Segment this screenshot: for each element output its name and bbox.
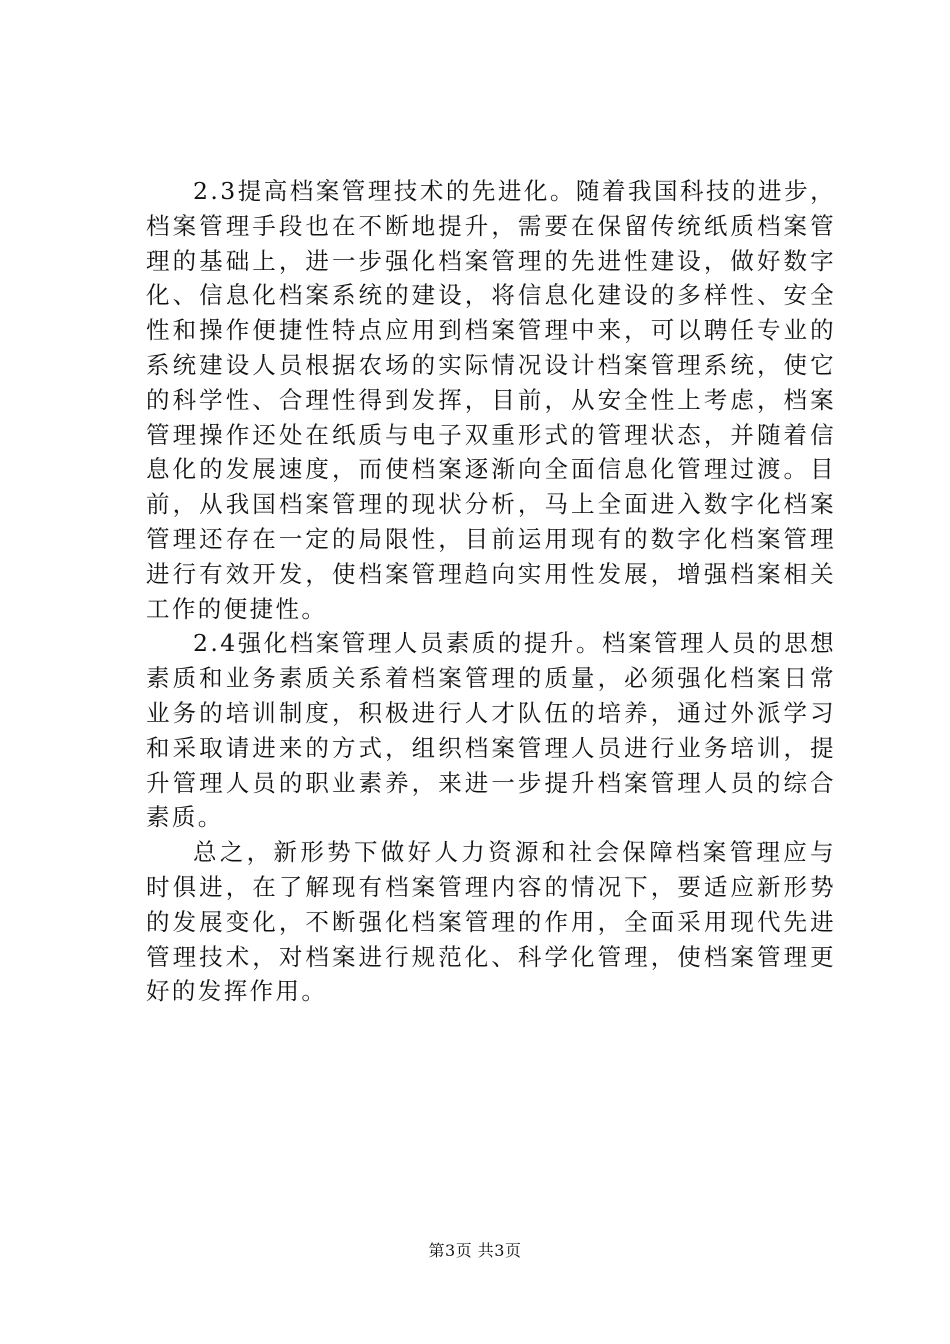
paragraph-conclusion: 总之，新形势下做好人力资源和社会保障档案管理应与时俱进，在了解现有档案管理内容的情况下，要适应新形势的发展变化，不断强化档案管理的作用，全面采用现代先进管理技术，对档案进行规范化、科学化管理，使档案管理更好的发挥作用。	[146, 838, 836, 1006]
page-number-footer: 第3页 共3页	[428, 1241, 522, 1260]
paragraph-2-4: 2.4强化档案管理人员素质的提升。档案管理人员的思想素质和业务素质关系着档案管理的质量，必须强化档案日常业务的培训制度，积极进行人才队伍的培养，通过外派学习和采取请进来的方式，组织档案管理人员进行业务培训，提升管理人员的职业素养，来进一步提升档案管理人员的综合素质。	[146, 629, 836, 832]
document-body	[146, 174, 836, 1009]
paragraph-2-3: 2.3提高档案管理技术的先进化。随着我国科技的进步，档案管理手段也在不断地提升，需要在保留传统纸质档案管理的基础上，进一步强化档案管理的先进性建设，做好数字化、信息化档案系统的建设，将信息化建设的多样性、安全性和操作便捷性特点应用到档案管理中来，可以聘任专业的系统建设人员根据农场的实际情况设计档案管理系统，使它的科学性、合理性得到发挥，目前，从安全性上考虑，档案管理操作还处在纸质与电子双重形式的管理状态，并随着信息化的发展速度，而使档案逐渐向全面信息化管理过渡。目前，从我国档案管理的现状分析，马上全面进入数字化档案管理还存在一定的局限性，目前运用现有的数字化档案管理进行有效开发，使档案管理趋向实用性发展，增强档案相关工作的便捷性。	[146, 177, 836, 623]
